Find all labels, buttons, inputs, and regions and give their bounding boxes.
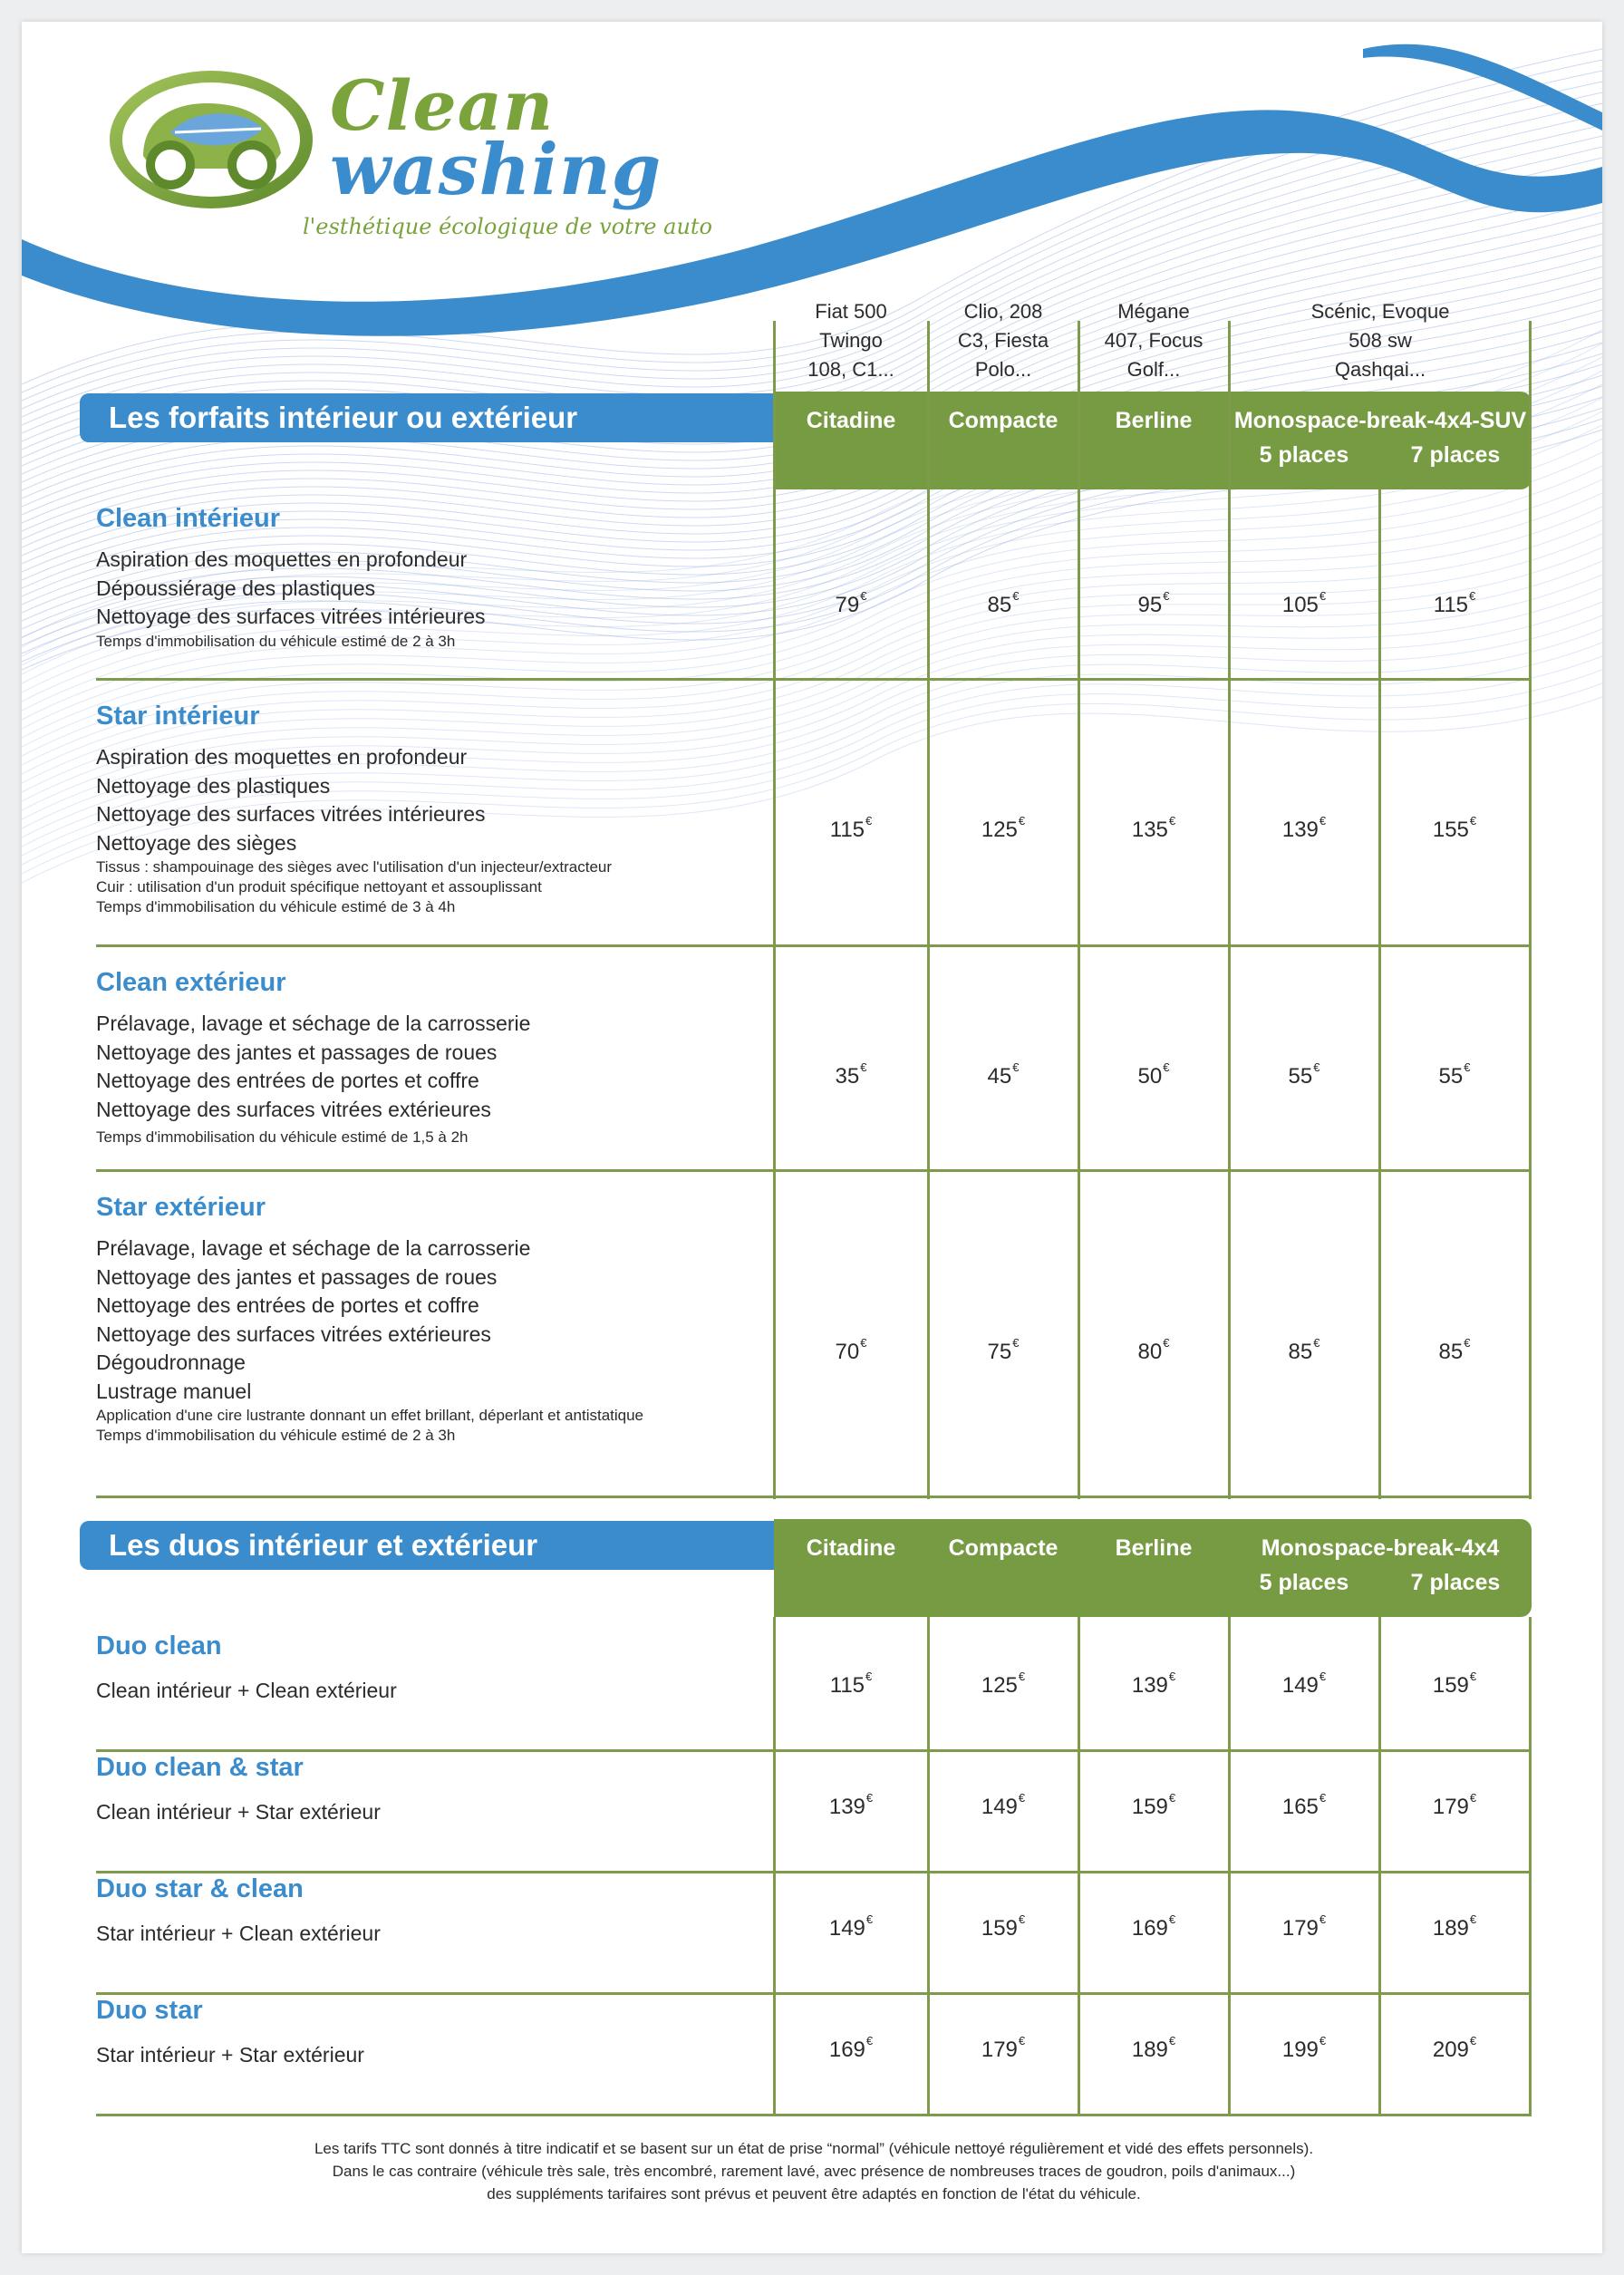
duos-col-divider <box>1529 1617 1532 2115</box>
duos-col-divider <box>1378 1617 1381 2115</box>
duos-column-header <box>774 1519 1532 1617</box>
price-cell: 55€ <box>1288 1060 1320 1089</box>
price-cell: 135€ <box>1131 814 1176 842</box>
row-divider <box>96 1496 1532 1498</box>
duos-col-compacte: Compacte <box>948 1535 1058 1561</box>
row-subtitle-duo-star: Star intérieur + Star extérieur <box>96 2043 364 2067</box>
row-divider <box>96 944 1532 947</box>
price-cell: 105€ <box>1281 589 1327 617</box>
price-cell: 85€ <box>987 589 1020 617</box>
duos-col-5-places: 5 places <box>1259 1570 1349 1595</box>
price-cell: 159€ <box>1432 1670 1477 1698</box>
price-cell: 149€ <box>828 1912 874 1941</box>
duos-col-monospace: Monospace-break-4x4 <box>1261 1535 1500 1561</box>
row-title-duo-star: Duo star <box>96 1996 203 2025</box>
price-cell: 189€ <box>1432 1912 1477 1941</box>
price-cell: 125€ <box>981 814 1026 842</box>
row-desc-clean-interieur: Aspiration des moquettes en profondeur Dépoussiérage des plastiques Nettoyage des surfaces vitrées intérieures Temps d'immobilisation du véhicule estimé de 2 à 3h <box>96 547 486 650</box>
row-subtitle-duo-clean-star: Clean intérieur + Star extérieur <box>96 1800 381 1824</box>
duos-col-divider <box>927 1617 930 2115</box>
vehicle-examples-berline: Mégane 407, Focus Golf... <box>1104 300 1204 381</box>
row-divider <box>96 1169 1532 1172</box>
price-cell: 55€ <box>1438 1060 1471 1089</box>
row-title-duo-star-clean: Duo star & clean <box>96 1874 304 1903</box>
duos-col-7-places: 7 places <box>1410 1570 1501 1595</box>
footnote: Les tarifs TTC sont donnés à titre indicatif et se basent sur un état de prise “normal” (véhicule nettoyé régulièrement et vidé des effets personnels). Dans le cas contraire (véhicule très sale, très encombré, rarement lavé, avec présence de nombreuses traces de goudron, poils d'animaux...) des suppléments tarifaires sont prévus et peuvent être adaptés en fonction de l'état du véhicule. <box>314 2140 1314 2202</box>
price-cell: 45€ <box>987 1060 1020 1089</box>
row-divider <box>96 1749 1532 1752</box>
price-cell: 209€ <box>1432 2034 1477 2062</box>
price-cell: 80€ <box>1137 1336 1170 1364</box>
price-cell: 95€ <box>1137 589 1170 617</box>
duos-col-citadine: Citadine <box>806 1535 896 1561</box>
logo-tagline: l'esthétique écologique de votre auto <box>303 214 712 239</box>
row-desc-clean-exterieur: Prélavage, lavage et séchage de la carrosserie Nettoyage des jantes et passages de roues Nettoyage des entrées de portes et coffre Nettoyage des surfaces vitrées extérieures Temps d'immobilisation du véhicule estimé de 1,5 à 2h <box>96 1012 531 1146</box>
price-cell: 149€ <box>1281 1670 1327 1698</box>
row-title-duo-clean: Duo clean <box>96 1631 222 1660</box>
price-cell: 179€ <box>1432 1791 1477 1819</box>
row-subtitle-duo-clean: Clean intérieur + Clean extérieur <box>96 1679 397 1702</box>
price-cell: 85€ <box>1438 1336 1471 1364</box>
price-cell: 159€ <box>1131 1791 1176 1819</box>
forfaits-col-monospace: Monospace-break-4x4-SUV <box>1233 408 1527 433</box>
price-cell: 189€ <box>1131 2034 1176 2062</box>
price-cell: 165€ <box>1281 1791 1327 1819</box>
row-title-clean-interieur: Clean intérieur <box>96 504 281 533</box>
price-cell: 139€ <box>1131 1670 1176 1698</box>
price-cell: 70€ <box>835 1336 867 1364</box>
duos-col-divider <box>1078 1617 1080 2115</box>
price-cell: 79€ <box>835 589 867 617</box>
logo-wordmark-washing: washing <box>330 129 662 211</box>
price-cell: 115€ <box>829 814 873 842</box>
vehicle-examples-citadine: Fiat 500 Twingo 108, C1... <box>807 300 894 381</box>
forfaits-col-5-places: 5 places <box>1259 442 1349 468</box>
forfaits-column-header <box>774 392 1532 489</box>
row-title-star-exterieur: Star extérieur <box>96 1193 266 1222</box>
price-cell: 139€ <box>828 1791 874 1819</box>
row-divider <box>96 2114 1532 2116</box>
price-cell: 139€ <box>1281 814 1327 842</box>
price-cell: 115€ <box>1433 589 1476 617</box>
row-desc-star-interieur: Aspiration des moquettes en profondeur Nettoyage des plastiques Nettoyage des surfaces vitrées intérieures Nettoyage des sièges Tissus : shampouinage des sièges avec l'utilisation d'un injecteur/extracteur Cuir : utilisation d'un produit spécifique nettoyant et assouplissant Temps d'immobilisation du véhicule estimé de 3 à 4h <box>96 745 613 915</box>
duos-col-divider <box>1228 1617 1231 2115</box>
price-cell: 35€ <box>835 1060 867 1089</box>
logo-car-icon <box>107 67 315 212</box>
forfaits-col-divider <box>773 321 776 1499</box>
forfaits-col-berline: Berline <box>1115 408 1193 433</box>
forfaits-col-divider <box>1378 489 1381 1499</box>
row-title-duo-clean-star: Duo clean & star <box>96 1753 304 1782</box>
forfaits-col-7-places: 7 places <box>1410 442 1501 468</box>
forfaits-col-divider <box>1529 321 1532 1499</box>
vehicle-examples-monospace: Scénic, Evoque 508 sw Qashqai... <box>1310 300 1450 381</box>
row-divider <box>96 678 1532 681</box>
row-divider <box>96 1992 1532 1995</box>
price-cell: 50€ <box>1137 1060 1170 1089</box>
price-cell: 155€ <box>1432 814 1477 842</box>
row-subtitle-duo-star-clean: Star intérieur + Clean extérieur <box>96 1922 381 1945</box>
price-cell: 179€ <box>1281 1912 1327 1941</box>
forfaits-col-compacte: Compacte <box>948 408 1058 433</box>
duos-section-title: Les duos intérieur et extérieur <box>80 1521 774 1570</box>
price-cell: 75€ <box>987 1336 1020 1364</box>
price-cell: 149€ <box>981 1791 1026 1819</box>
price-cell: 179€ <box>981 2034 1026 2062</box>
row-title-clean-exterieur: Clean extérieur <box>96 968 286 997</box>
row-desc-star-exterieur: Prélavage, lavage et séchage de la carrosserie Nettoyage des jantes et passages de roues Nettoyage des entrées de portes et coffre Nettoyage des surfaces vitrées extérieures Dégoudronnage Lustrage manuel Application d'une cire lustrante donnant un effet brillant, déperlant et antistatique Temps d'immobilisation du véhicule estimé de 2 à 3h <box>96 1236 644 1444</box>
forfaits-section-title: Les forfaits intérieur ou extérieur <box>80 393 774 442</box>
price-cell: 169€ <box>1131 1912 1176 1941</box>
vehicle-examples-compacte: Clio, 208 C3, Fiesta Polo... <box>957 300 1049 381</box>
price-sheet <box>22 22 1602 2253</box>
price-cell: 159€ <box>981 1912 1026 1941</box>
price-cell: 125€ <box>981 1670 1026 1698</box>
forfaits-col-divider <box>927 321 930 1499</box>
duos-col-divider <box>773 1617 776 2115</box>
row-divider <box>96 1871 1532 1873</box>
price-cell: 85€ <box>1288 1336 1320 1364</box>
price-cell: 115€ <box>829 1670 873 1698</box>
duos-col-berline: Berline <box>1115 1535 1193 1561</box>
price-cell: 169€ <box>828 2034 874 2062</box>
price-cell: 199€ <box>1281 2034 1327 2062</box>
logo-wordmark-clean: Clean <box>330 65 555 146</box>
row-title-star-interieur: Star intérieur <box>96 702 260 731</box>
forfaits-col-divider <box>1228 321 1231 1499</box>
forfaits-col-divider <box>1078 321 1080 1499</box>
forfaits-col-citadine: Citadine <box>806 408 896 433</box>
